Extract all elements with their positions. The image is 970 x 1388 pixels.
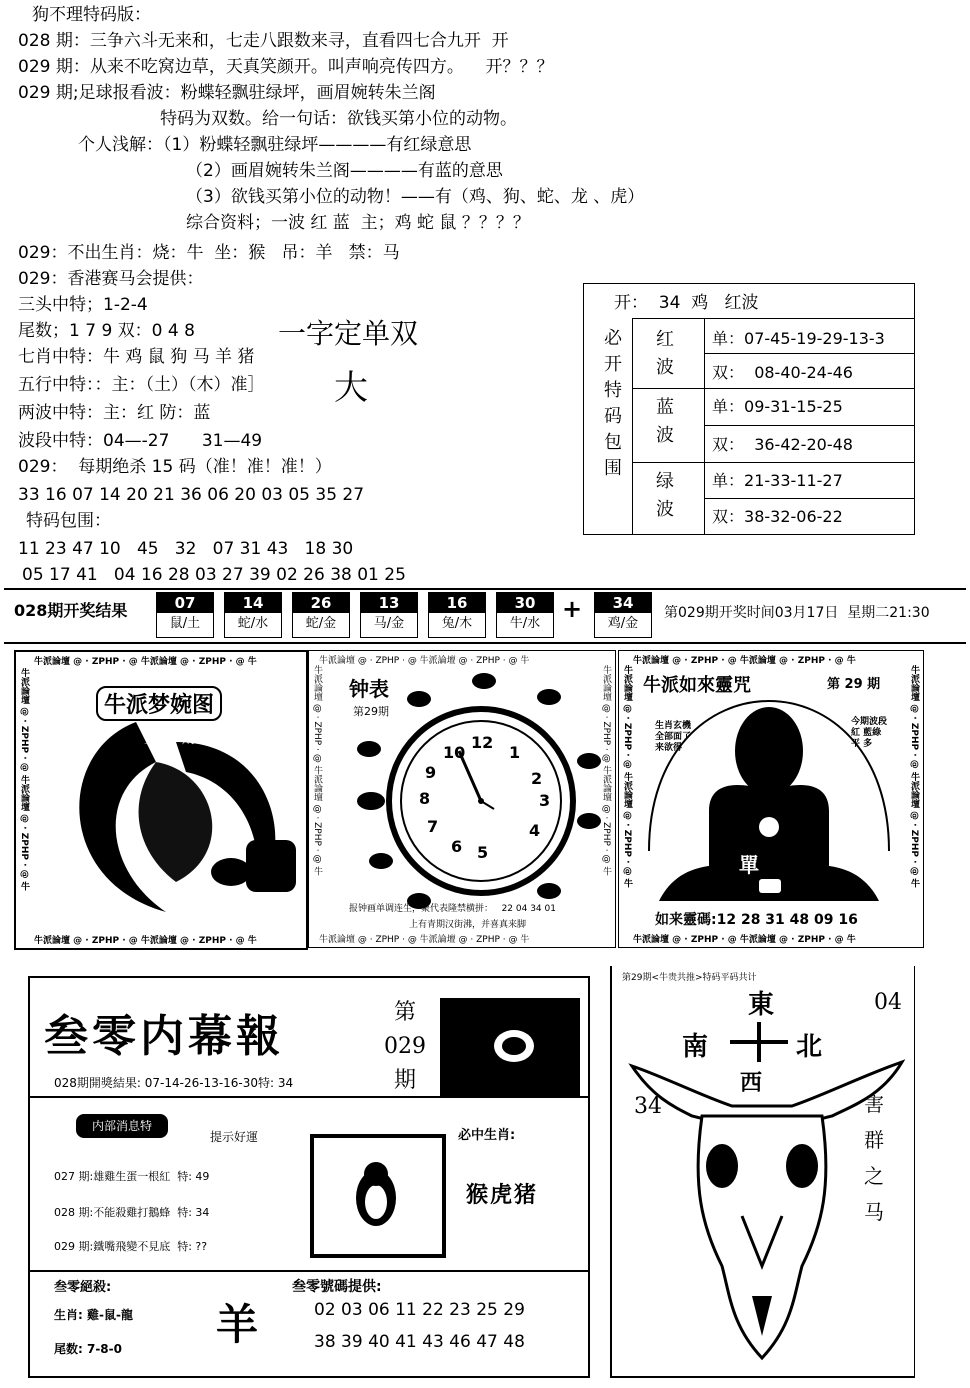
wave-green-odd: 单：21-33-11-27 — [712, 471, 843, 490]
clock-number: 7 — [427, 817, 439, 836]
clock-number: 9 — [425, 763, 437, 782]
buddha-image — [619, 651, 923, 947]
text-line: 特码为双数。给一句话：欲钱买第小位的动物。 — [160, 109, 517, 129]
clock-number: 1 — [509, 743, 521, 762]
skull-north: 北 — [796, 1032, 823, 1062]
newspaper-photo — [440, 998, 580, 1096]
result-ball: 07 鼠/土 — [156, 592, 214, 638]
newspaper — [28, 976, 590, 1378]
panel-border-text: 牛派論壇 @ · ZPHP · @ 牛派論壇 @ · ZPHP · @ 牛 — [34, 936, 257, 946]
result-ball: 13 马/金 — [360, 592, 418, 638]
text-line: 11 23 47 10 45 32 07 31 43 18 30 — [18, 539, 354, 559]
text-line: 028 期：三争六斗无来和，七走八跟数来寻，直看四七合九开 开 — [18, 31, 509, 51]
wave-blue-odd: 单：09-31-15-25 — [712, 397, 843, 416]
wave-box-open: 开： 34 鸡 红波 — [614, 293, 759, 313]
text-line: 029 期;足球报看波：粉蝶轻飘驻绿坪，画眉婉转朱兰阁 — [18, 83, 436, 103]
numbers-label: 叁零號碼提供: — [292, 1279, 382, 1295]
skull-caption: 第29期<牛贵共推>特码平码共计 — [622, 973, 757, 983]
text-line: 三头中特；1-2-4 — [18, 295, 148, 315]
results-label: 028期开奖结果 — [14, 601, 128, 620]
numbers-row: 38 39 40 41 43 46 47 48 — [314, 1332, 525, 1352]
newspaper-banner: 内部消息特 — [76, 1114, 168, 1138]
history-line: 028 期:不能殺雞打鵝蜂 特: 34 — [54, 1206, 210, 1219]
text-line: 05 17 41 04 16 28 03 27 39 02 26 38 01 25 — [22, 565, 406, 585]
buddha-numbers: 如来靈碼:12 28 31 48 09 16 — [655, 912, 858, 928]
next-draw-time: 第029期开奖时间03月17日 星期二21:30 — [664, 605, 930, 621]
text-line: （3）欲钱买第小位的动物！——有（鸡、狗、蛇、龙 、虎） — [186, 187, 645, 207]
text-line: 029：香港赛马会提供： — [18, 269, 204, 289]
skull-west: 西 — [740, 1071, 763, 1096]
buddha-center: 單 — [739, 853, 759, 877]
clock-number: 2 — [531, 769, 543, 788]
buddha-issue: 第 29 期 — [827, 677, 881, 692]
panel-border-text: 牛派論壇 @ · ZPHP · @ 牛派論壇 @ · ZPHP · @ 牛 — [622, 665, 632, 888]
newspaper-issue: 第 029 期 — [384, 1000, 426, 1093]
wave-red-even: 双： 08-40-24-46 — [712, 363, 853, 382]
result-ball: 26 蛇/金 — [292, 592, 350, 638]
clock-number: 3 — [539, 791, 551, 810]
wave-box-side-label: 必 开 特 码 包 围 — [604, 328, 622, 479]
panel-buddha — [618, 650, 924, 948]
skull-num-left: 34 — [634, 1094, 662, 1119]
text-line: 特码包围： — [26, 511, 111, 531]
text-line: 波段中特：04—-27 31—49 — [18, 431, 263, 451]
header-title: 狗不理特码版： — [32, 5, 151, 25]
text-line: 33 16 07 14 20 21 36 06 20 03 05 35 27 — [18, 485, 365, 505]
wave-blue-even: 双： 36-42-20-48 — [712, 435, 853, 454]
text-line: 五行中特：：主：（土）（木）准］ — [18, 375, 265, 395]
panel-border-text: 牛派論壇 @ · ZPHP · @ 牛派論壇 @ · ZPHP · @ 牛 — [34, 657, 257, 667]
result-ball: 30 牛/水 — [496, 592, 554, 638]
wave-color-green: 绿 波 — [656, 471, 674, 520]
buddha-right-note: 今期波段 紅 藍綠平 多 — [851, 717, 888, 749]
penguin-box — [310, 1134, 446, 1258]
panel-dream — [14, 650, 308, 950]
newspaper-subtitle: 提示好運 — [210, 1130, 259, 1144]
text-line: 029 期：从来不吃窝边草，天真笑颜开。叫声响亮传四方。 开？？？ — [18, 57, 554, 77]
panel-border-text: 牛派論壇 @ · ZPHP · @ 牛派論壇 @ · ZPHP · @ 牛 — [312, 665, 322, 876]
panel-clock — [308, 650, 616, 948]
result-ball: 16 兔/木 — [428, 592, 486, 638]
clock-number: 4 — [529, 821, 541, 840]
skull-south: 南 — [682, 1032, 709, 1062]
text-line: 个人浅解：（1）粉蝶轻飘驻绿坪————有红绿意思 — [78, 135, 472, 155]
clock-number: 6 — [451, 837, 463, 856]
text-line: （2）画眉婉转朱兰阁————有蓝的意思 — [186, 161, 503, 181]
result-ball: 14 蛇/水 — [224, 592, 282, 638]
panel-dream-issue: 第 29 期 — [144, 732, 195, 747]
clock-issue: 第29期 — [353, 705, 389, 718]
buddha-left-note: 生肖玄機 全部面了 来欲得 — [655, 721, 692, 753]
special-ball: 34 鸡/金 — [594, 592, 652, 638]
clock-footer: 上有青期汉街沸，并喜真来脚 — [409, 920, 527, 930]
sheep-icon: 羊 — [216, 1300, 259, 1349]
clock-title: 钟表 — [349, 677, 389, 701]
skull-east: 東 — [748, 990, 775, 1020]
text-line: 尾数；1 7 9 双：0 4 8 — [18, 321, 195, 341]
panel-border-text: 牛派論壇 @ · ZPHP · @ 牛派論壇 @ · ZPHP · @ 牛 — [909, 665, 919, 888]
must-label: 必中生肖: — [458, 1128, 516, 1143]
panel-border-text: 牛派論壇 @ · ZPHP · @ 牛派論壇 @ · ZPHP · @ 牛 — [19, 668, 29, 891]
newspaper-title: 叁零内幕報 — [44, 1011, 284, 1062]
kill-label: 叁零絕殺: — [54, 1280, 112, 1295]
history-line: 029 期:鐵嘴飛變不見底 特: ?? — [54, 1240, 208, 1253]
wave-box — [583, 283, 915, 535]
wave-green-even: 双：38-32-06-22 — [712, 507, 843, 526]
clock-number: 10 — [443, 743, 466, 762]
panel-border-text: 牛派論壇 @ · ZPHP · @ 牛派論壇 @ · ZPHP · @ 牛 — [601, 665, 611, 876]
handwritten-note: 一字定单双 — [278, 317, 419, 350]
handwritten-note: 大 — [334, 368, 368, 408]
skull-note: 害群之马 — [864, 1092, 884, 1224]
buddha-title: 牛派如來靈咒 — [643, 675, 751, 696]
clock-number: 8 — [419, 789, 431, 808]
text-line: 029：不出生肖：烧：牛 坐：猴 吊：羊 禁：马 — [18, 243, 400, 263]
wave-red-odd: 单：07-45-19-29-13-3 — [712, 329, 885, 348]
clock-footer: 报钟画单调连生，聚代表隆禁横拼： 22 04 34 01 — [349, 904, 556, 914]
panel-border-text: 牛派論壇 @ · ZPHP · @ 牛派論壇 @ · ZPHP · @ 牛 — [633, 935, 856, 945]
text-line: 七肖中特：牛 鸡 鼠 狗 马 羊 猪 — [18, 347, 255, 367]
skull-panel — [610, 966, 915, 1378]
plus-sign: + — [562, 595, 583, 623]
text-line: 综合资料；一波 红 蓝 主；鸡 蛇 鼠 ？？？？ — [186, 213, 530, 233]
skull-num-top: 04 — [874, 990, 902, 1015]
text-line: 029： 每期绝杀 15 码（准！准！准！） — [18, 457, 332, 477]
kill-tail: 尾数: 7-8-0 — [54, 1342, 122, 1356]
clock-number: 5 — [477, 843, 489, 862]
numbers-row: 02 03 06 11 22 23 25 29 — [314, 1300, 525, 1320]
wave-color-red: 红 波 — [656, 329, 674, 378]
must-value: 猴虎猪 — [466, 1183, 539, 1208]
history-line: 027 期:雄雞生蛋一根紅 特: 49 — [54, 1170, 210, 1183]
newspaper-last-result: 028期開獎結果: 07-14-26-13-16-30特: 34 — [54, 1076, 294, 1090]
clock-number: 12 — [471, 733, 494, 752]
panel-dream-title: 牛派梦婉图 — [96, 686, 222, 721]
kill-zodiac: 生肖: 雞-鼠-龍 — [54, 1308, 133, 1322]
panel-border-text: 牛派論壇 @ · ZPHP · @ 牛派論壇 @ · ZPHP · @ 牛 — [633, 656, 856, 666]
wave-color-blue: 蓝 波 — [656, 397, 674, 446]
text-line: 两波中特：主：红 防：蓝 — [18, 403, 211, 423]
panel-border-text: 牛派論壇 @ · ZPHP · @ 牛派論壇 @ · ZPHP · @ 牛 — [319, 935, 530, 945]
panel-border-text: 牛派論壇 @ · ZPHP · @ 牛派論壇 @ · ZPHP · @ 牛 — [319, 656, 530, 666]
